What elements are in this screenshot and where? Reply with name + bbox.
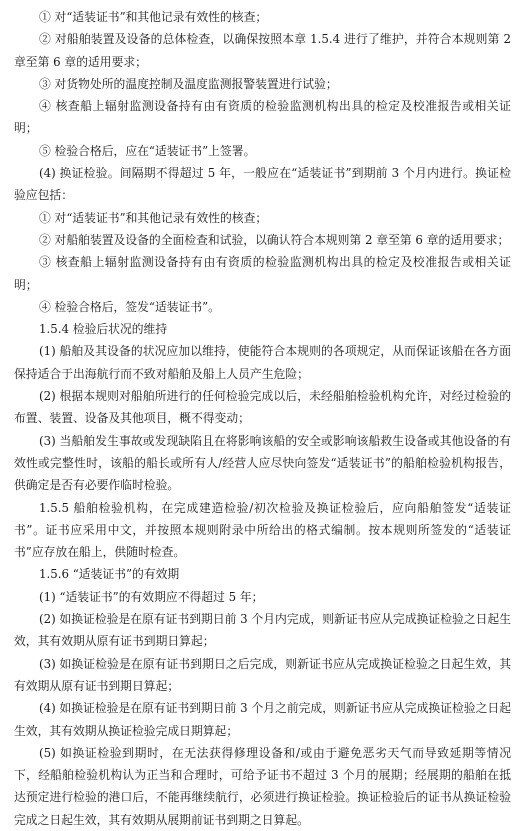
section-heading: 1.5.4 检验后状况的维持 xyxy=(39,322,168,337)
paragraph: ② 对船舶装置及设备的总体检查，以确保按照本章 1.5.4 进行了维护，并符合本规则第 2 章至第 6 章的适用要求； xyxy=(14,32,511,69)
paragraph: (1) “适装证书”的有效期应不得超过 5 年； xyxy=(39,589,264,604)
paragraph: (4) 如换证检验是在原有证书到期日前 3 个月之前完成，则新证书应从完成换证检验之日起生效，其有效期从换证检验完成日期算起； xyxy=(14,701,511,738)
paragraph: ④ 检验合格后，签发“适装证书”。 xyxy=(39,299,220,314)
paragraph: ② 对船舶装置及设备的全面检查和试验，以确认符合本规则第 2 章至第 6 章的适用要求； xyxy=(39,232,510,247)
paragraph: ④ 核查船上辐射监测设备持有由有资质的检验监测机构出具的检定及校准报告或相关证明； xyxy=(14,99,511,136)
paragraph: (5) 如换证检验到期时，在无法获得修理设备和/或由于避免恶劣天气而导致延期等情况下，经船舶检验机构认为正当和合理时，可给予证书不超过 3 个月的展期；经展期的船舶在抵达预定进行检验的港口后，不能再继续航行，必须进行换证检验。换证检验后的证书从换证检验完成之日起生效，其有效期从展期前证书到期之日算起。 xyxy=(14,745,511,827)
paragraph: (4) 换证检验。间隔期不得超过 5 年，一般应在“适装证书”到期前 3 个月内进行。换证检验应包括： xyxy=(14,166,511,203)
paragraph: (2) 根据本规则对船舶所进行的任何检验完成以后，未经船舶检验机构允许，对经过检验的布置、装置、设备及其他项目，概不得变动； xyxy=(14,389,511,426)
paragraph: (1) 船舶及其设备的状况应加以维持，使能符合本规则的各项规定，从而保证该船在各方面保持适合于出海航行而不致对船舶及船上人员产生危险； xyxy=(14,344,511,381)
paragraph: ③ 核查船上辐射监测设备持有由有资质的检验监测机构出具的检定及校准报告或相关证明； xyxy=(14,255,511,292)
paragraph: 1.5.5 船舶检验机构，在完成建造检验/初次检验及换证检验后，应向船舶签发“适装证书”。证书应采用中文，并按照本规则附录中所给出的格式编制。按本规则所签发的“适装证书”应存放在船上，供随时检查。 xyxy=(14,500,511,560)
paragraph: ① 对“适装证书”和其他记录有效性的核查； xyxy=(39,210,268,225)
paragraph: ⑤ 检验合格后，应在“适装证书”上签署。 xyxy=(39,143,256,158)
paragraph: (3) 如换证检验是在原有证书到期日之后完成，则新证书应从完成换证检验之日起生效，其有效期从原有证书到期日算起； xyxy=(14,656,511,693)
paragraph: ③ 对货物处所的温度控制及温度监测报警装置进行试验； xyxy=(39,76,338,91)
paragraph: (3) 当船舶发生事故或发现缺陷且在将影响该船的安全或影响该船救生设备或其他设备的有效性或完整性时，该船的船长或所有人/经营人应尽快向签发“适装证书”的船舶检验机构报告，供确定是否有必要作临时检验。 xyxy=(14,433,511,493)
paragraph: ① 对“适装证书”和其他记录有效性的核查； xyxy=(39,10,268,24)
section-heading: 1.5.6 “适装证书”的有效期 xyxy=(39,567,180,582)
paragraph: (2) 如换证检验是在原有证书到期日前 3 个月内完成，则新证书应从完成换证检验之日起生效，其有效期从原有证书到期日算起； xyxy=(14,612,511,649)
